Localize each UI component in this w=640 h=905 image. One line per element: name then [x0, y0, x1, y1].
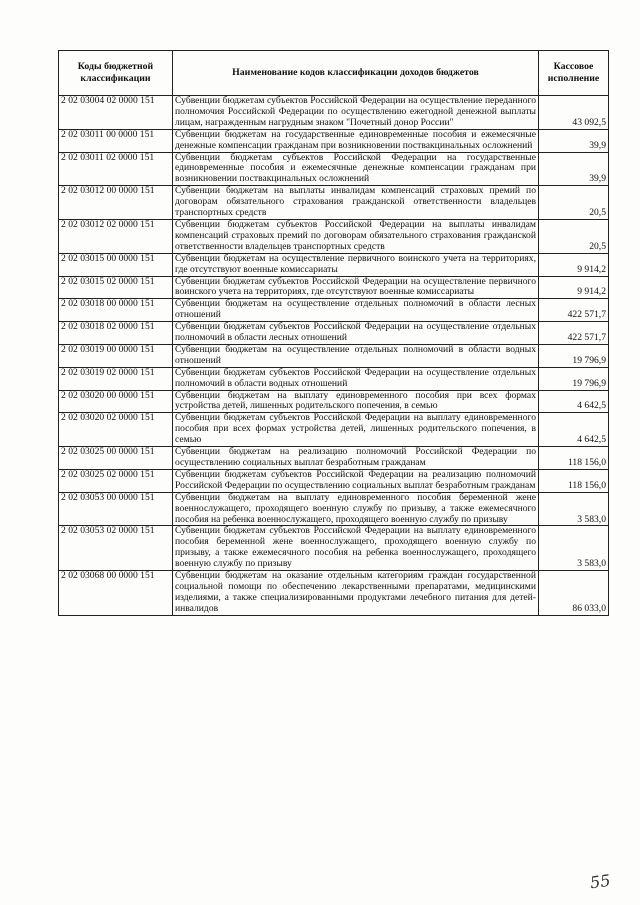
cash-execution-cell: 422 571,7 [539, 322, 609, 345]
classification-name-cell: Субвенции бюджетам на осуществление первичного воинского учета на территориях, где отсутствуют военные комиссариаты [173, 253, 539, 276]
cash-execution-cell: 43 092,5 [539, 96, 609, 130]
cash-execution-cell: 3 583,0 [539, 492, 609, 526]
cash-execution-cell: 39,9 [539, 129, 609, 152]
table-row [59, 219, 609, 253]
budget-code-cell: 2 02 03018 02 0000 151 [59, 322, 173, 345]
table-body [59, 96, 609, 616]
classification-name-cell: Субвенции бюджетам субъектов Российской Федерации на выплату единовременного пособия беременной жене военнослужащего, проходящего военную службу по призыву, а также ежемесячного пособия на ребенка военнослужащего, проходящего военную службу по призыву [173, 526, 539, 571]
classification-name-cell: Субвенции бюджетам на осуществление отдельных полномочий в области водных отношений [173, 344, 539, 367]
budget-code-cell: 2 02 03012 02 0000 151 [59, 219, 173, 253]
header-amount: Кассовое исполнение [539, 51, 609, 96]
table-row [59, 571, 609, 616]
budget-code-cell: 2 02 03025 00 0000 151 [59, 447, 173, 470]
header-name: Наименование кодов классификации доходов бюджетов [173, 51, 539, 96]
budget-code-cell: 2 02 03018 00 0000 151 [59, 299, 173, 322]
budget-code-cell: 2 02 03020 00 0000 151 [59, 390, 173, 413]
table-row [59, 492, 609, 526]
cash-execution-cell: 118 156,0 [539, 447, 609, 470]
table-row [59, 344, 609, 367]
table-row [59, 299, 609, 322]
budget-revenue-table [58, 50, 609, 616]
table-header-row [59, 51, 609, 96]
table-row [59, 390, 609, 413]
budget-code-cell: 2 02 03011 02 0000 151 [59, 152, 173, 186]
cash-execution-cell: 118 156,0 [539, 469, 609, 492]
table-row [59, 526, 609, 571]
cash-execution-cell: 9 914,2 [539, 253, 609, 276]
classification-name-cell: Субвенции бюджетам на реализацию полномочий Российской Федерации по осуществлению социальных выплат безработным гражданам [173, 447, 539, 470]
classification-name-cell: Субвенции бюджетам субъектов Российской Федерации на осуществление первичного воинского учета на территориях, где отсутствуют военные комиссариаты [173, 276, 539, 299]
budget-code-cell: 2 02 03020 02 0000 151 [59, 413, 173, 447]
budget-code-cell: 2 02 03012 00 0000 151 [59, 186, 173, 220]
cash-execution-cell: 4 642,5 [539, 390, 609, 413]
table-row [59, 413, 609, 447]
page-number: 55 [588, 870, 612, 893]
cash-execution-cell: 19 796,9 [539, 367, 609, 390]
budget-code-cell: 2 02 03019 00 0000 151 [59, 344, 173, 367]
table-row [59, 186, 609, 220]
budget-code-cell: 2 02 03053 02 0000 151 [59, 526, 173, 571]
cash-execution-cell: 4 642,5 [539, 413, 609, 447]
cash-execution-cell: 422 571,7 [539, 299, 609, 322]
cash-execution-cell: 19 796,9 [539, 344, 609, 367]
cash-execution-cell: 20,5 [539, 219, 609, 253]
classification-name-cell: Субвенции бюджетам на осуществление отдельных полномочий в области лесных отношений [173, 299, 539, 322]
table-row [59, 276, 609, 299]
header-code: Коды бюджетной классификации [59, 51, 173, 96]
budget-code-cell: 2 02 03015 02 0000 151 [59, 276, 173, 299]
classification-name-cell: Субвенции бюджетам субъектов Российской Федерации на осуществление переданного полномочия Российской Федерации по осуществлению ежегодной денежной выплаты лицам, награжденным нагрудным знаком "Почетный донор России" [173, 96, 539, 130]
classification-name-cell: Субвенции бюджетам субъектов Российской Федерации на осуществление отдельных полномочий в области лесных отношений [173, 322, 539, 345]
classification-name-cell: Субвенции бюджетам субъектов Российской Федерации на осуществление отдельных полномочий в области водных отношений [173, 367, 539, 390]
table-row [59, 469, 609, 492]
cash-execution-cell: 20,5 [539, 186, 609, 220]
budget-code-cell: 2 02 03015 00 0000 151 [59, 253, 173, 276]
classification-name-cell: Субвенции бюджетам субъектов Российской Федерации на выплату единовременного пособия при всех формах устройства детей, лишенных родительского попечения, в семью [173, 413, 539, 447]
budget-code-cell: 2 02 03068 00 0000 151 [59, 571, 173, 616]
table-row [59, 129, 609, 152]
table-row [59, 367, 609, 390]
classification-name-cell: Субвенции бюджетам на выплату единовременного пособия беременной жене военнослужащего, проходящего военную службу по призыву, а также ежемесячного пособия на ребенка военнослужащего, проходящего военную службу по призыву [173, 492, 539, 526]
cash-execution-cell: 3 583,0 [539, 526, 609, 571]
cash-execution-cell: 9 914,2 [539, 276, 609, 299]
classification-name-cell: Субвенции бюджетам субъектов Российской Федерации на государственные единовременные пособия и ежемесячные денежные компенсации гражданам при возникновении поствакцинальных осложнений [173, 152, 539, 186]
budget-code-cell: 2 02 03053 00 0000 151 [59, 492, 173, 526]
table-row [59, 322, 609, 345]
cash-execution-cell: 86 033,0 [539, 571, 609, 616]
cash-execution-cell: 39,9 [539, 152, 609, 186]
classification-name-cell: Субвенции бюджетам субъектов Российской Федерации на реализацию полномочий Российской Федерации по осуществлению социальных выплат безработным гражданам [173, 469, 539, 492]
budget-code-cell: 2 02 03004 02 0000 151 [59, 96, 173, 130]
classification-name-cell: Субвенции бюджетам на государственные единовременные пособия и ежемесячные денежные компенсации гражданам при возникновении поствакцинальных осложнений [173, 129, 539, 152]
budget-code-cell: 2 02 03025 02 0000 151 [59, 469, 173, 492]
table-row [59, 253, 609, 276]
table-row [59, 447, 609, 470]
budget-code-cell: 2 02 03011 00 0000 151 [59, 129, 173, 152]
classification-name-cell: Субвенции бюджетам на оказание отдельным категориям граждан государственной социальной помощи по обеспечению лекарственными препаратами, медицинскими изделиями, а также специализированными продуктами лечебного питания для детей-инвалидов [173, 571, 539, 616]
budget-code-cell: 2 02 03019 02 0000 151 [59, 367, 173, 390]
classification-name-cell: Субвенции бюджетам на выплаты инвалидам компенсаций страховых премий по договорам обязательного страхования гражданской ответственности владельцев транспортных средств [173, 186, 539, 220]
table-row [59, 152, 609, 186]
classification-name-cell: Субвенции бюджетам субъектов Российской Федерации на выплаты инвалидам компенсаций страховых премий по договорам обязательного страхования гражданской ответственности владельцев транспортных средств [173, 219, 539, 253]
classification-name-cell: Субвенции бюджетам на выплату единовременного пособия при всех формах устройства детей, лишенных родительского попечения, в семью [173, 390, 539, 413]
table-row [59, 96, 609, 130]
